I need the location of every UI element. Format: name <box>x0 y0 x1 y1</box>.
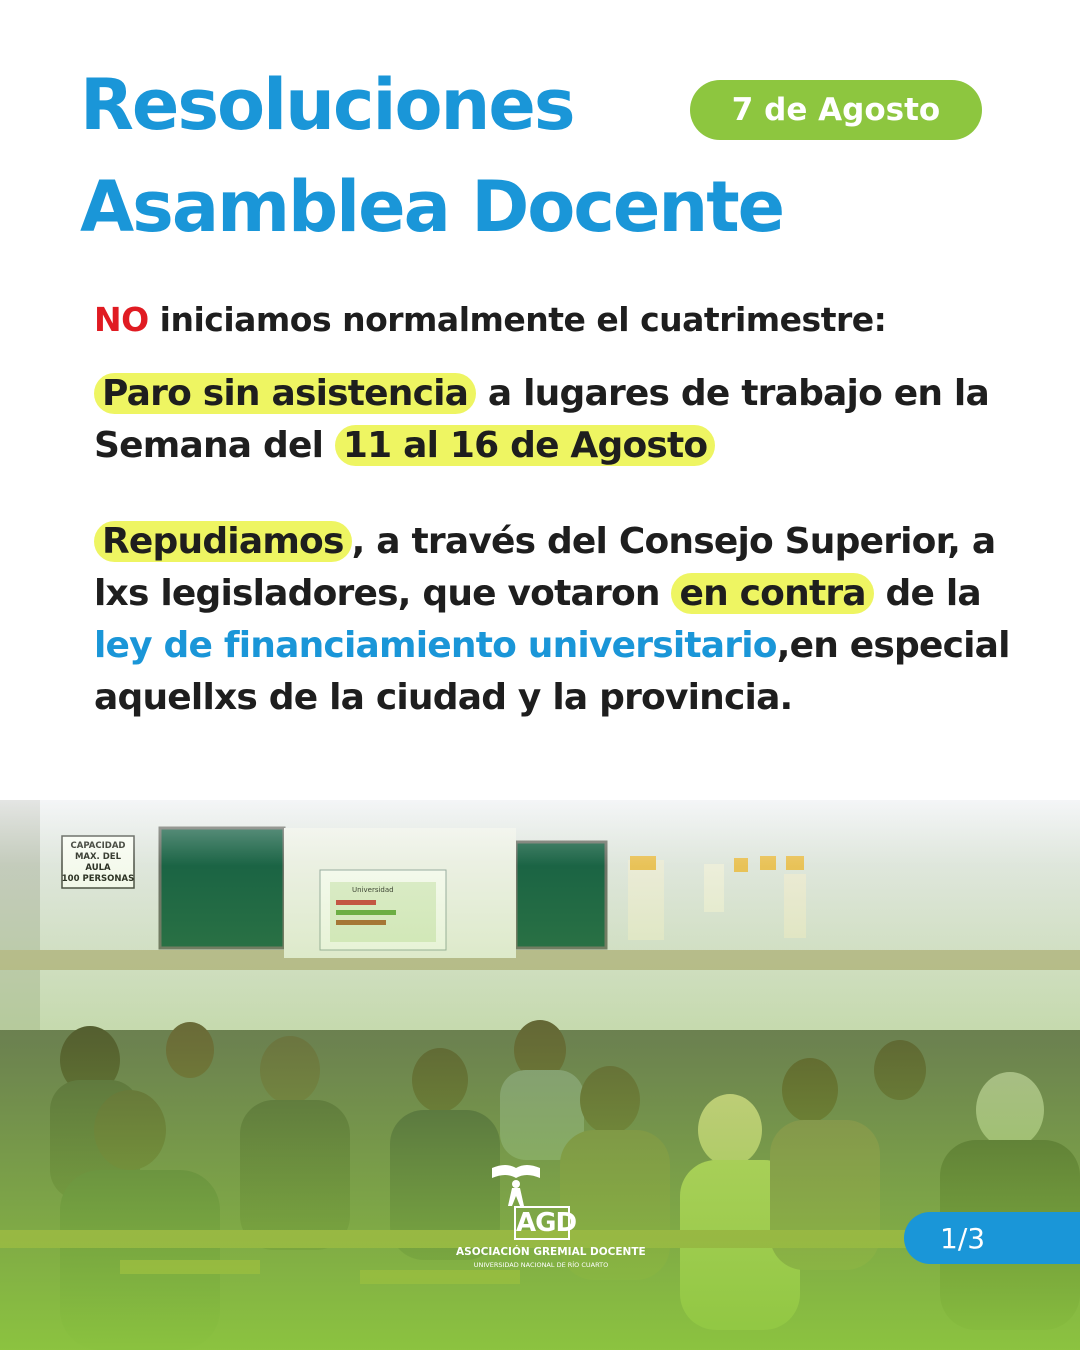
repudio-text-c: ,en especial aquellxs de la ciudad y la provincia. <box>94 625 1010 718</box>
strike-text: a lugares de trabajo en la Semana del <box>94 373 989 466</box>
strike-dates: 11 al 16 de Agosto <box>335 425 715 466</box>
law-name: ley de financiamiento universitario <box>94 625 777 666</box>
repudio-highlight-contra: en contra <box>671 573 873 614</box>
repudio-text-b: de la <box>873 573 981 614</box>
logo-subtitle: UNIVERSIDAD NACIONAL DE RÍO CUARTO <box>473 1261 609 1269</box>
intro-no: NO <box>94 300 149 339</box>
intro-statement <box>94 298 1014 342</box>
strike-highlight: Paro sin asistencia <box>94 373 476 414</box>
repudio-highlight: Repudiamos <box>94 521 352 562</box>
repudio-paragraph <box>94 516 1014 724</box>
intro-text: iniciamos normalmente el cuatrimestre: <box>148 300 887 339</box>
book-figure-icon <box>486 1160 546 1208</box>
title-line-1: Resoluciones <box>80 64 574 146</box>
date-badge: 7 de Agosto <box>690 80 982 140</box>
agd-logo <box>456 1160 646 1280</box>
strike-paragraph <box>94 368 1014 472</box>
logo-name: ASOCIACIÓN GREMIAL DOCENTE <box>456 1246 646 1258</box>
page-indicator: 1/3 <box>904 1212 1080 1264</box>
title-line-2: Asamblea Docente <box>80 166 784 248</box>
logo-wordmark: AGD <box>516 1208 577 1238</box>
repudio-text-a: , a través del Consejo Superior, a lxs legisladores, que votaron <box>94 521 996 614</box>
